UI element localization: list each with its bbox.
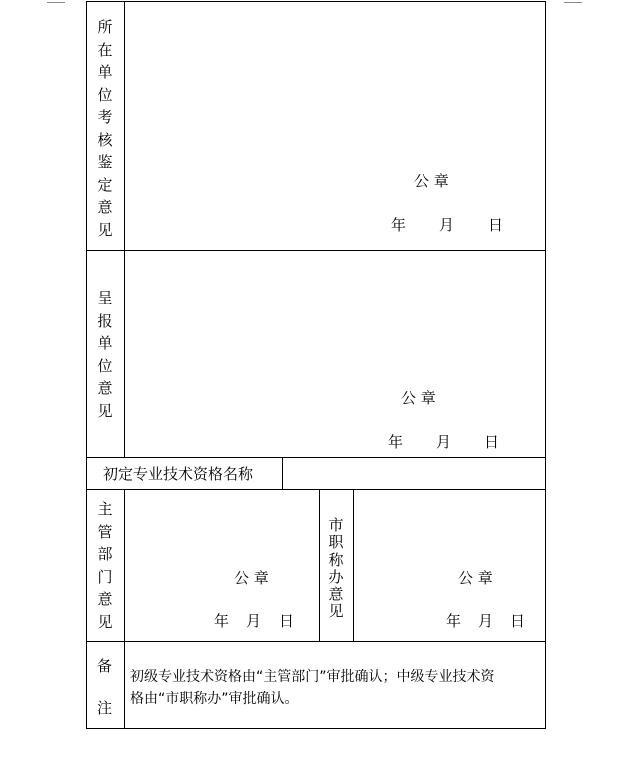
row-divider-2 (86, 457, 546, 458)
label-char: 位 (97, 85, 113, 104)
label-char: 见 (97, 220, 113, 239)
label-char: 见 (97, 401, 113, 420)
submitting-unit-date-day: 日 (484, 433, 500, 451)
assessment-date-year: 年 (391, 216, 407, 234)
label-char: 市 (328, 516, 344, 534)
city-office-date-day: 日 (510, 612, 526, 630)
label-char: 报 (97, 311, 113, 330)
label-char: 门 (97, 567, 113, 586)
submitting-unit-date-month: 月 (436, 433, 452, 451)
label-char: 办 (328, 567, 344, 586)
assessment-seal: 公 章 (414, 172, 449, 190)
label-char: 所 (97, 18, 113, 36)
assessment-label (86, 16, 124, 241)
city-label-right-divider (353, 489, 354, 641)
label-char: 见 (328, 602, 344, 621)
title-name-divider (282, 457, 283, 489)
title-name-value[interactable] (290, 463, 540, 483)
label-char: 意 (97, 379, 113, 397)
row-divider-3 (86, 489, 546, 490)
label-char: 意 (97, 590, 113, 608)
city-office-date-month: 月 (478, 612, 494, 630)
label-char: 单 (97, 63, 113, 81)
row-divider-1 (86, 250, 546, 251)
label-char: 见 (97, 612, 113, 631)
label-char: 位 (97, 356, 113, 375)
table-bottom-border (86, 728, 546, 729)
table-right-border (545, 1, 546, 729)
label-char: 在 (97, 40, 113, 59)
city-office-date-year: 年 (446, 612, 462, 630)
top-left-tick (47, 2, 65, 3)
remarks-line-2: 格由“市职称办”审批确认。 (130, 691, 299, 707)
authority-date-month: 月 (246, 612, 262, 630)
remarks-line-1: 初级专业技术资格由“主管部门”审批确认；中级专业技术资 (130, 669, 495, 685)
label-column-divider-top (124, 1, 125, 458)
submitting-unit-date-year: 年 (388, 433, 404, 451)
top-right-tick (564, 2, 582, 3)
label-char: 意 (97, 198, 113, 216)
assessment-date-day: 日 (488, 216, 504, 234)
assessment-date-month: 月 (439, 216, 455, 234)
label-char: 考 (97, 108, 113, 126)
label-column-divider-bottom (124, 489, 125, 729)
authority-date-year: 年 (214, 612, 230, 630)
city-office-label (319, 517, 353, 621)
label-char: 核 (97, 130, 113, 149)
label-char: 鉴 (97, 153, 113, 171)
title-name-label: 初定专业技术资格名称 (103, 465, 254, 483)
row-divider-4 (86, 641, 546, 642)
authority-date-day: 日 (279, 612, 295, 630)
label-char: 意 (328, 585, 344, 603)
label-char: 部 (97, 545, 113, 563)
table-top-border (86, 1, 546, 2)
city-office-seal: 公 章 (458, 569, 493, 587)
remarks-label-char-2: 注 (97, 699, 113, 717)
submitting-unit-seal: 公 章 (401, 389, 436, 407)
label-char: 称 (328, 550, 344, 569)
label-char: 职 (328, 533, 344, 552)
label-char: 管 (97, 522, 113, 541)
label-char: 呈 (97, 289, 113, 307)
authority-label (86, 498, 124, 633)
submitting-unit-label (86, 287, 124, 422)
authority-seal: 公 章 (234, 569, 269, 587)
label-char: 单 (97, 334, 113, 352)
remarks-label-char-1: 备 (97, 657, 113, 675)
label-char: 主 (97, 500, 113, 518)
label-char: 定 (97, 175, 113, 194)
